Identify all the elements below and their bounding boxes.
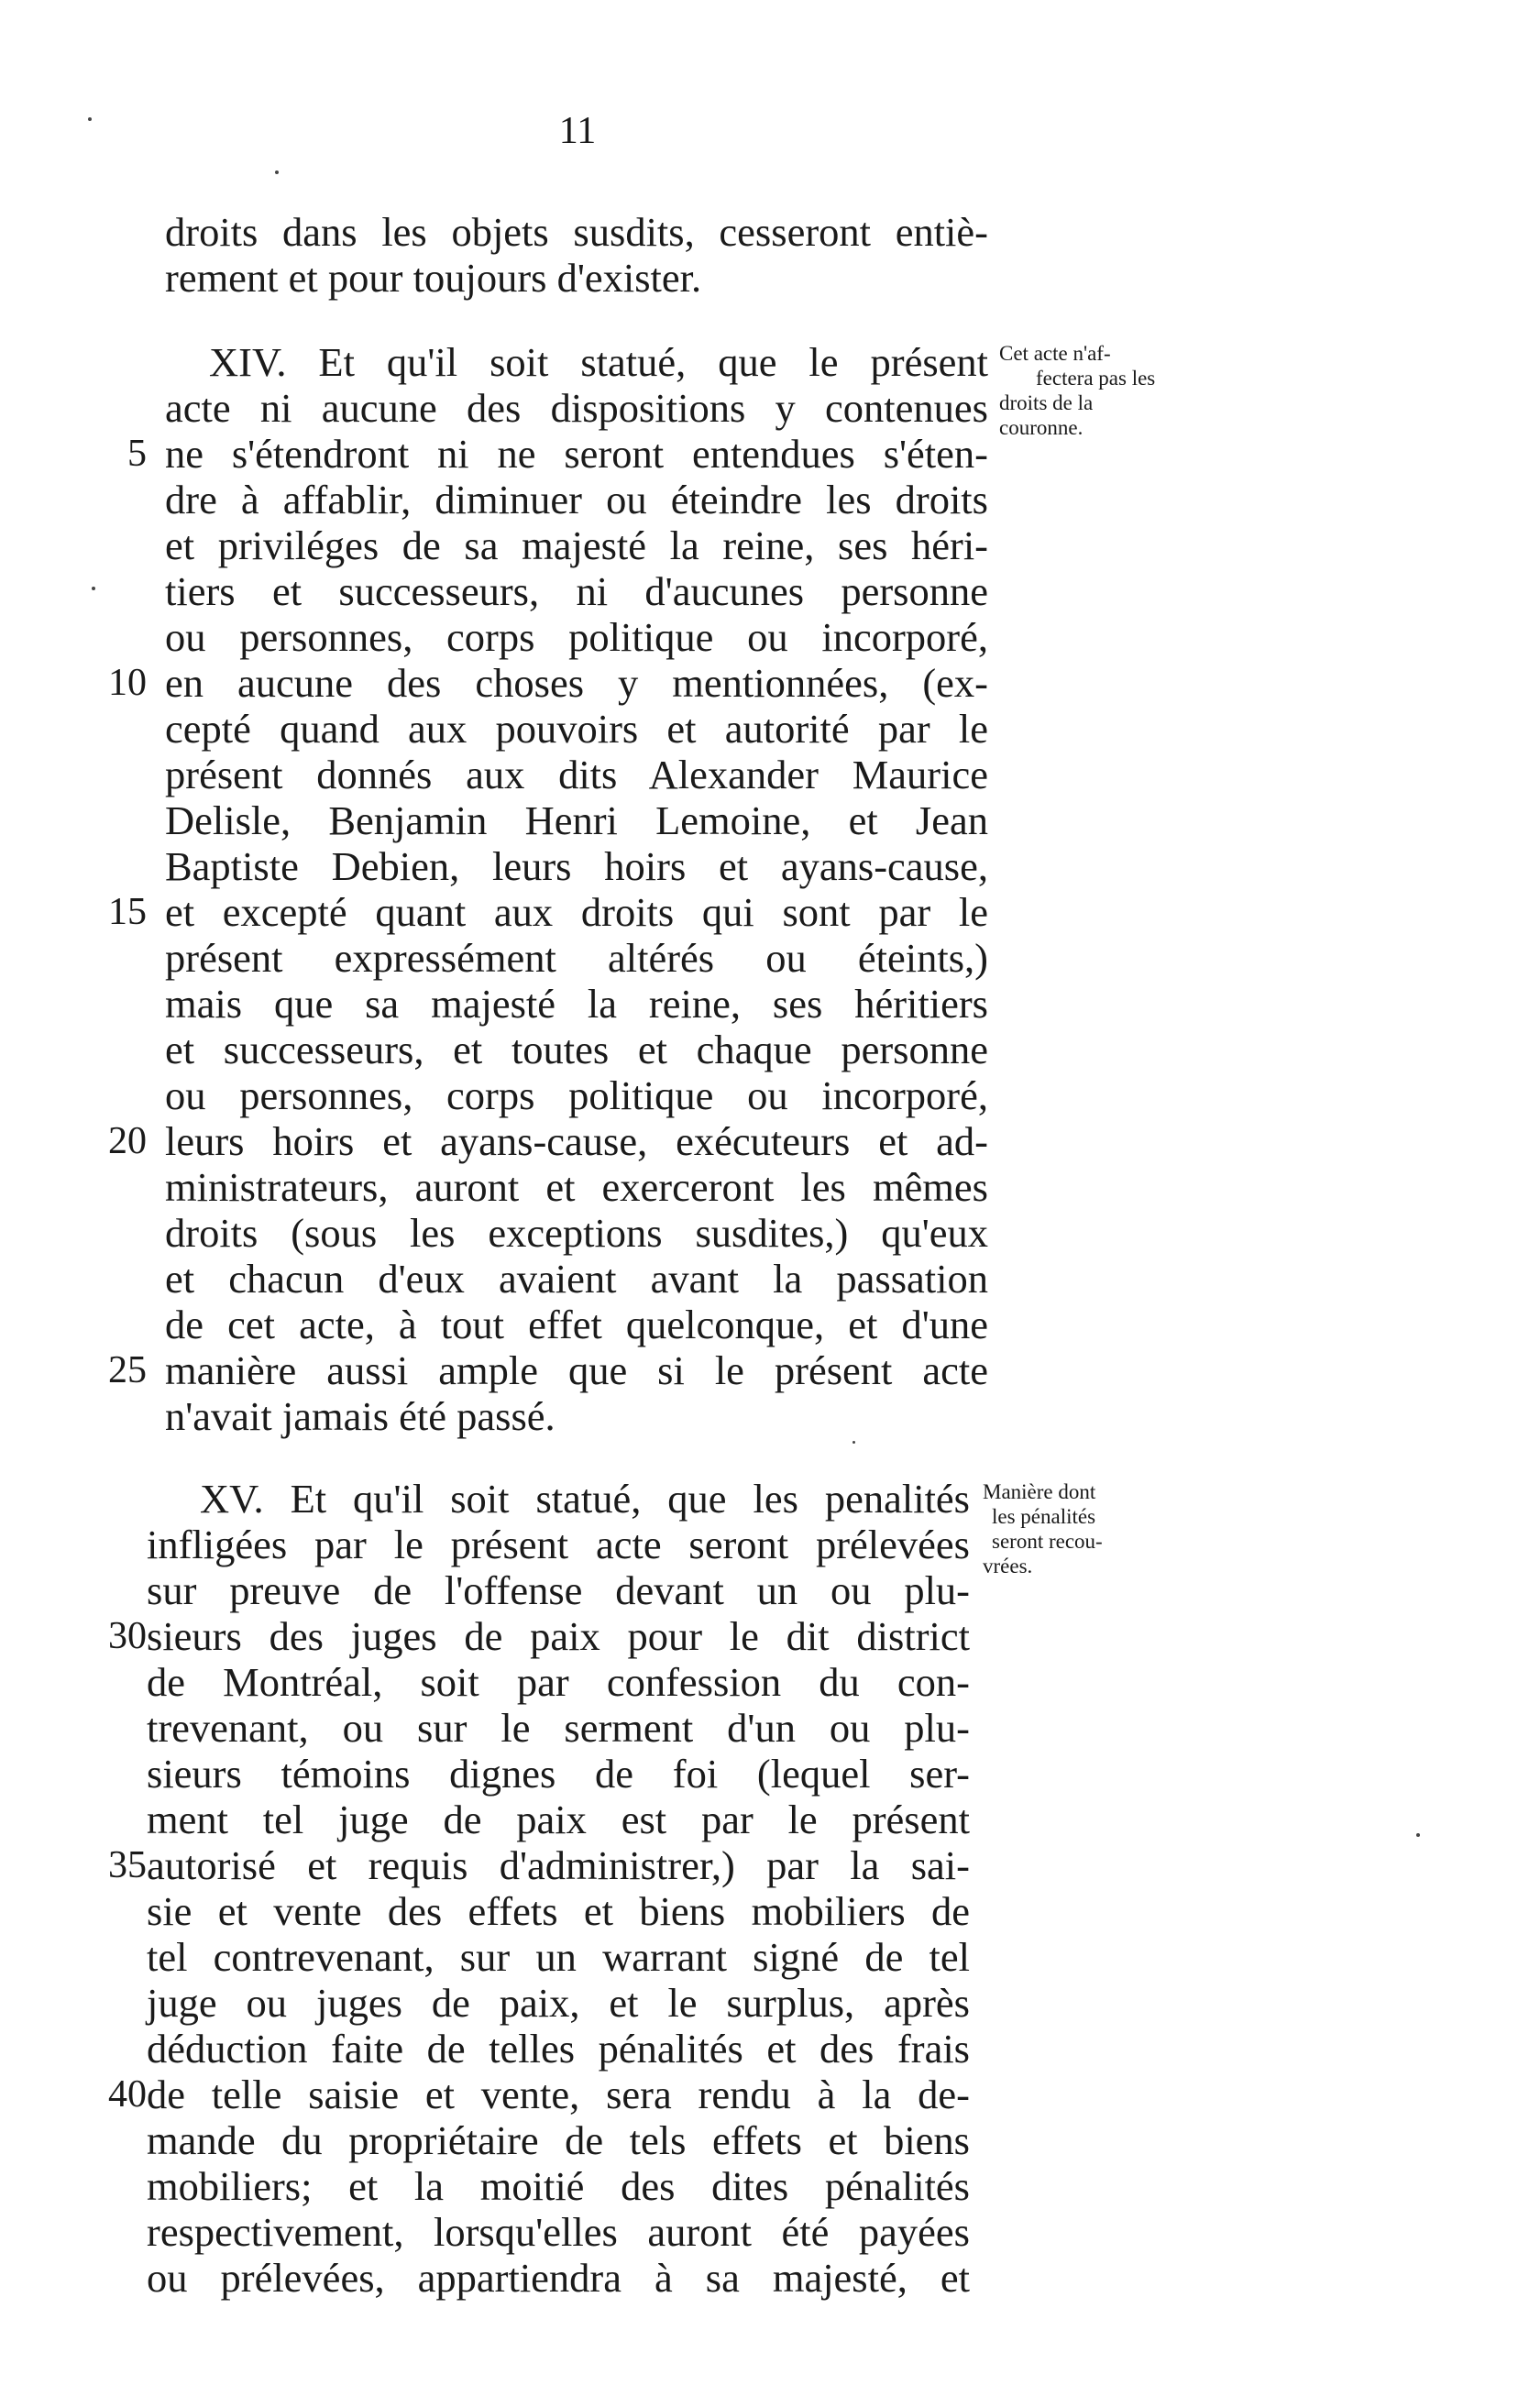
text-line: rement et pour toujours d'exister. <box>165 255 702 301</box>
text-line: ou personnes, corps politique ou incorporé, <box>165 614 988 660</box>
margin-note-line: fectera pas les <box>1036 367 1156 390</box>
section-heading-line: XV. Et qu'il soit statué, que les penalités <box>200 1476 970 1522</box>
margin-note-line: Manière dont <box>983 1480 1096 1503</box>
text-line: et excepté quant aux droits qui sont par le <box>165 889 988 935</box>
text-line: en aucune des choses y mentionnées, (ex- <box>165 660 988 706</box>
margin-note <box>983 1479 1184 1578</box>
text-line: acte ni aucune des dispositions y contenues <box>165 385 988 431</box>
text-line: présent donnés aux dits Alexander Maurice <box>165 752 988 797</box>
text-line: respectivement, lorsqu'elles auront été payées <box>147 2209 970 2255</box>
text-line: sieurs témoins dignes de foi (lequel ser- <box>147 1751 970 1797</box>
line-number: 40 <box>108 2073 147 2116</box>
text-line: ou personnes, corps politique ou incorporé, <box>165 1072 988 1118</box>
text-line: Delisle, Benjamin Henri Lemoine, et Jean <box>165 797 988 843</box>
margin-note-line: les pénalités <box>992 1505 1096 1528</box>
text-line: droits (sous les exceptions susdites,) qu'eux <box>165 1210 988 1256</box>
scan-speck <box>88 117 92 121</box>
line-number: 35 <box>108 1844 147 1886</box>
line-number: 10 <box>108 662 147 704</box>
text-line: droits dans les objets susdits, cesseront entiè- <box>165 209 988 255</box>
scan-speck <box>852 1441 855 1444</box>
text-line: juge ou juges de paix, et le surplus, après <box>147 1980 970 2026</box>
scan-speck <box>275 170 279 174</box>
text-line: de telle saisie et vente, sera rendu à la de- <box>147 2072 970 2117</box>
text-line: et chacun d'eux avaient avant la passation <box>165 1256 988 1302</box>
text-line: tel contrevenant, sur un warrant signé de tel <box>147 1934 970 1980</box>
text-line: de Montréal, soit par confession du con- <box>147 1659 970 1705</box>
text-line: autorisé et requis d'administrer,) par la sai- <box>147 1842 970 1888</box>
text-line: leurs hoirs et ayans-cause, exécuteurs et ad- <box>165 1118 988 1164</box>
margin-note <box>999 341 1201 440</box>
text-line: ne s'étendront ni ne seront entendues s'éten- <box>165 431 988 477</box>
text-line: sie et vente des effets et biens mobiliers de <box>147 1888 970 1934</box>
text-line: tiers et successeurs, ni d'aucunes personne <box>165 568 988 614</box>
margin-note-line: vrées. <box>983 1555 1033 1577</box>
text-line: infligées par le présent acte seront prélevées <box>147 1522 970 1567</box>
margin-note-line: droits de la <box>999 391 1094 414</box>
text-line: déduction faite de telles pénalités et des frais <box>147 2026 970 2072</box>
text-line: Baptiste Debien, leurs hoirs et ayans-cause, <box>165 843 988 889</box>
text-line: ou prélevées, appartiendra à sa majesté, et <box>147 2255 970 2301</box>
text-line: mande du propriétaire de tels effets et biens <box>147 2117 970 2163</box>
text-line: ment tel juge de paix est par le présent <box>147 1797 970 1842</box>
text-line: dre à affablir, diminuer ou éteindre les droits <box>165 477 988 522</box>
margin-note-line: Cet acte n'af- <box>999 342 1111 365</box>
text-line: et priviléges de sa majesté la reine, ses héri- <box>165 522 988 568</box>
margin-note-line: seront recou- <box>992 1530 1103 1553</box>
line-number: 20 <box>108 1120 147 1162</box>
text-line: sieurs des juges de paix pour le dit district <box>147 1613 970 1659</box>
line-number: 25 <box>108 1349 147 1391</box>
line-number: 5 <box>127 433 147 475</box>
text-line: manière aussi ample que si le présent acte <box>165 1347 988 1393</box>
text-line: trevenant, ou sur le serment d'un ou plu- <box>147 1705 970 1751</box>
text-line: et successeurs, et toutes et chaque personne <box>165 1027 988 1072</box>
scan-speck <box>1416 1833 1420 1837</box>
text-line: de cet acte, à tout effet quelconque, et d'une <box>165 1302 988 1347</box>
line-number: 30 <box>108 1615 147 1657</box>
margin-note-line: couronne. <box>999 416 1084 439</box>
text-line: présent expressément altérés ou éteints,) <box>165 935 988 981</box>
text-line: mais que sa majesté la reine, ses héritiers <box>165 981 988 1027</box>
section-heading-line: XIV. Et qu'il soit statué, que le présent <box>209 339 988 385</box>
text-line: cepté quand aux pouvoirs et autorité par le <box>165 706 988 752</box>
text-line: sur preuve de l'offense devant un ou plu- <box>147 1567 970 1613</box>
text-line: ministrateurs, auront et exerceront les mêmes <box>165 1164 988 1210</box>
line-number: 15 <box>108 891 147 933</box>
scan-speck <box>92 587 95 590</box>
text-line: mobiliers; et la moitié des dites pénalités <box>147 2163 970 2209</box>
text-line: n'avait jamais été passé. <box>165 1393 556 1439</box>
page-number: 11 <box>558 110 597 152</box>
